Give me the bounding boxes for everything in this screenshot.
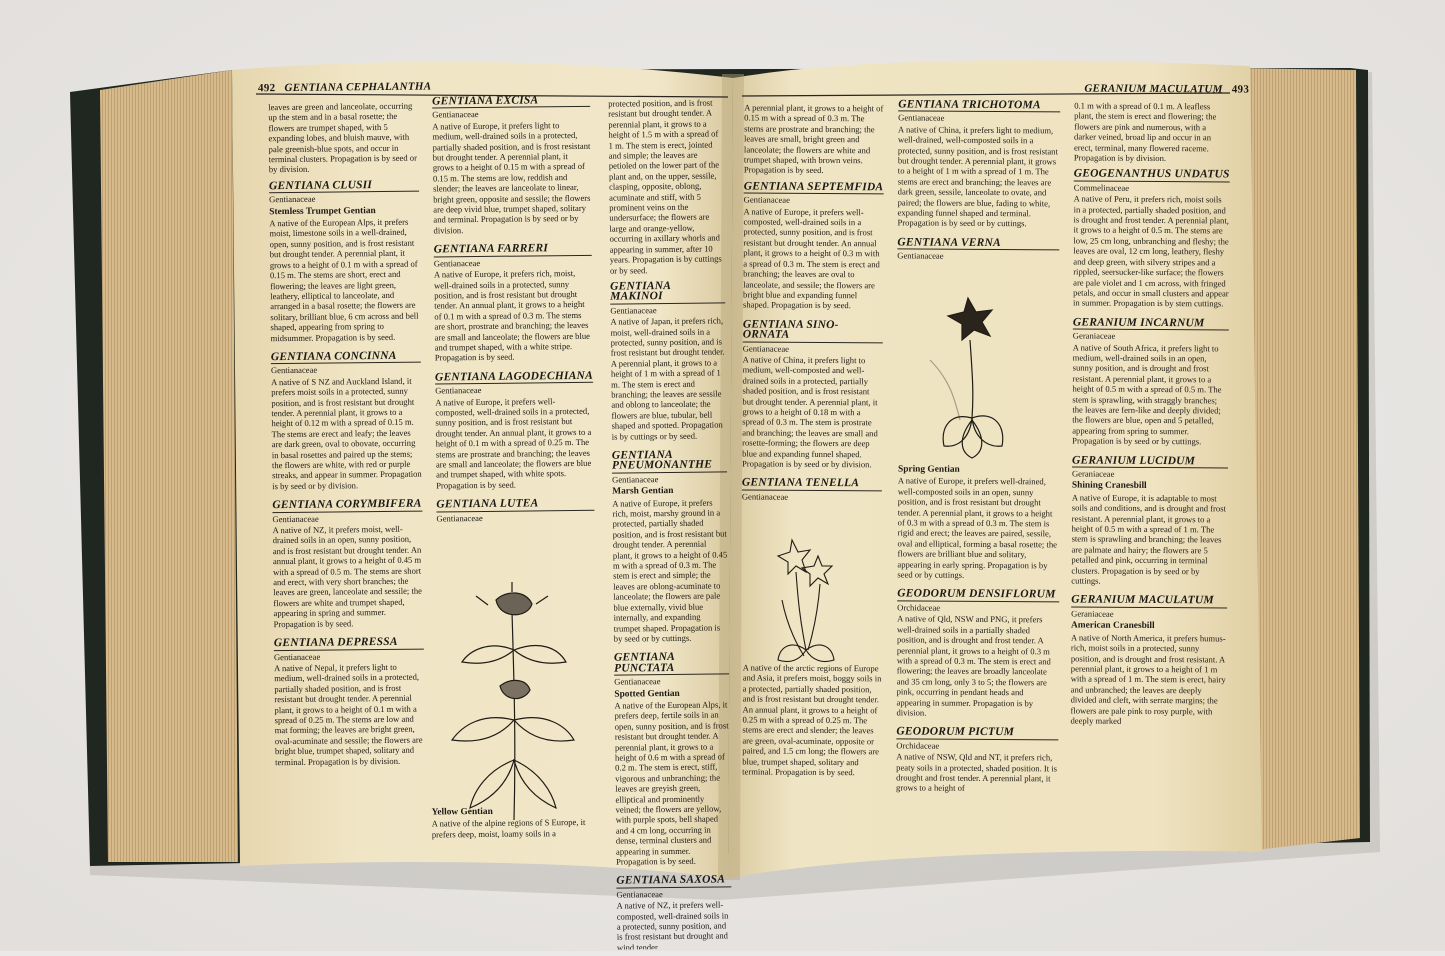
- entry-family: Gentianaceae: [432, 109, 479, 120]
- entry-title: GENTIANA CORYMBIFERA: [272, 497, 422, 512]
- entry-family: Gentianaceae: [616, 888, 663, 900]
- entry-geranium-lucidum: [1071, 455, 1228, 587]
- entry-family: Gentianaceae: [436, 512, 483, 524]
- entry-text: A native of South Africa, it prefers light to medium, well-drained soils in an open, sunny position, and is drought and frost resistant. A perennial plant, it grows to a height of 0.5 m with a spread of 0.5 m. The stem is sprawling, with straggly branches; the leaves are fern-like and deeply divided; the flowers are blue, open and 5 petalled, appearing from spring to summer. Propagation is by seed or by cuttings.: [1072, 342, 1222, 447]
- entry-text: A native of the alpine regions of S Europe, it prefers deep, moist, loamy soils in a: [431, 817, 586, 840]
- entry-title: GENTIANA MAKINOI: [610, 280, 725, 304]
- left-col3-lead: protected position, and is frost resistant but drought tender. A perennial plant, it grows to a height of 1.5 m with a spread of 1 m. The stem is erect, jointed and simple; the leaves are petioled on the lower part of the plant and, on the upper, sessile, clasping, opposite, oblong, acuminate and stiff, with 5 prominent veins on the undersurface; the flowers are large and orange-yellow, occurring in axillary whorls and appearing in summer, after 10 years. Propagation is by cuttings or by seed.: [608, 97, 722, 276]
- entry-family: Gentianaceae: [898, 112, 945, 124]
- entry-family: Gentianaceae: [743, 194, 790, 206]
- entry-text: A native of NZ, it prefers moist, well-drained soils in an open, sunny position, and is frost resistant but drought tender. An annual plant, it grows to a height of 0.45 m with a spread of 0.5 m. The stems are short and erect, with very short branches; the leaves are green, lanceolate and sessile; the flowers are white and trumpet shaped, appearing in spring and summer. Propagation is by seed.: [272, 523, 422, 629]
- entry-text: A native of Europe, it prefers well-composted, well-drained soils in a protected, sunny position, and is frost resistant but drought tender. An annual plant, it grows to a height of 0.3 m with a spread of 0.3 m. The stem is erect and branching; the leaves are oval to lanceolate, and sessile; the flowers are bright blue and expanding funnel shaped. Propagation is by seed.: [742, 206, 880, 311]
- entry-title: GENTIANA EXCISA: [432, 95, 590, 109]
- entry-text: A native of the arctic regions of Europe and Asia, it prefers moist, boggy soils in a protected, partially shaded position, and is frost resistant but drought tender. An annual plant, it grows to a height of 0.25 m with a spread of 0.25 m. The stems are erect and slender; the leaves are green, oval-acuminate, opposite or paired, and 1.5 cm long; the flowers are blue, trumpet shaped, solitary and terminal. Propagation is by seed.: [742, 662, 882, 778]
- entry-text: A native of Europe, it prefers rich, moist, marshy ground in a protected, partially shaded position, and is frost resistant but drought tender. A perennial plant, it grows to a height of 0.45 m with a spread of 0.3 m. The stem is erect and simple; the leaves are oblong-acuminate to lanceolate; the flowers are pale blue externally, vivid blue internally, and expanding trumpet shaped. Propagation is by seed or by cuttings.: [612, 497, 728, 644]
- entry-title: GENTIANA SEPTEMFIDA: [743, 180, 884, 194]
- entry-text: A native of China, it prefers light to medium, well-drained, well-composted soils in a protected, sunny position, and is frost resistant but drought tender. A perennial plant, it grows to a height of 1 m with a spread of 1 m. The stems are erect and branching; the leaves are dark green, sessile, lanceolate to ovate, and paired; the flowers are blue, fading to white, expanding funnel shaped and terminal. Propagation is by seed or by cuttings.: [897, 124, 1058, 229]
- right-column-3: [1070, 101, 1230, 736]
- entry-title: GENTIANA LAGODECHIANA: [434, 369, 593, 384]
- entry-geranium-maculatum: [1070, 595, 1227, 727]
- entry-title: GENTIANA LUTEA: [436, 498, 594, 512]
- entry-common-name: Shining Cranesbill: [1071, 480, 1147, 492]
- entry-text: A native of NSW, Qld and NT, it prefers rich, peaty soils in a protected, shaded position. It is drought and frost tender. A perennial plant, it grows to a height of: [896, 751, 1058, 794]
- entry-family: Orchidaceae: [896, 740, 940, 751]
- entry-text: A native of North America, it prefers humus-rich, moist soils in a protected, sunny position, and is drought and frost resistant. A perennial plant, it grows to a height of 1 m with a spread of 1 m. The stem is erect, hairy and unbranched; the leaves are deeply divided and cleft, with serrate margins; the flowers are pale pink to rosy purple, with deeply marked: [1070, 632, 1226, 726]
- entry-family: Gentianaceae: [270, 365, 318, 376]
- entry-title: GERANIUM LUCIDUM: [1072, 455, 1228, 468]
- right-folio: 493: [1231, 83, 1250, 96]
- entry-title: GEODORUM DENSIFLORUM: [897, 589, 1059, 602]
- entry-family: Gentianaceae: [610, 304, 657, 316]
- entry-text: A native of Qld, NSW and PNG, it prefers well-drained soils in a partially shaded position, and is drought and frost tender. A perennial plant, it grows to a height of 0.3 m with a spread of 0.3 m. The stem is erect and flowering; the leaves are broadly lanceolate and 35 cm long, only 3 to 5; the flowers are pink, occurring in pendant heads and appearing in summer. Propagation is by division.: [896, 613, 1051, 718]
- right-column-2: [897, 99, 1060, 271]
- entry-family: Gentianaceae: [897, 250, 944, 261]
- entry-common-name: Spotted Gentian: [614, 688, 680, 700]
- entry-text: A native of Europe, it prefers well-drained, well-composted soils in an open, sunny position, and is frost resistant but drought tender. A perennial plant, it grows to a height of 0.3 m with a spread of 0.3 m. The stem is rigid and erect; the leaves are paired, sessile, oval and elliptical, forming a basal rosette; the flowers are brilliant blue and solitary, appearing in early spring. Propagation is by seed or by cuttings.: [897, 475, 1058, 580]
- entry-family: Gentianaceae: [612, 473, 659, 485]
- entry-family: Gentianaceae: [435, 385, 482, 396]
- entry-text: A native of Nepal, it prefers light to medium, well-drained soils in a protected, partially shaded position, and is frost resistant but drought tender. A perennial plant, it grows to a height of 0.1 m with a spread of 0.25 m. The stems are low and mat forming; the leaves are bright green, oval-acuminate and sessile; the flowers are bright blue, trumpet shaped, solitary and terminal. Propagation is by division.: [274, 661, 423, 767]
- entry-title: GERANIUM INCARNUM: [1073, 317, 1229, 330]
- entry-geogenanthus-undatus: [1073, 169, 1230, 309]
- entry-family: Orchidaceae: [897, 602, 941, 613]
- entry-title: GENTIANA PNEUMONANTHE: [612, 449, 727, 473]
- entry-family: Commelinaceae: [1073, 182, 1130, 193]
- entry-family: Gentianaceae: [614, 676, 661, 687]
- right-head-title: GERANIUM MACULATUM: [1084, 82, 1223, 96]
- entry-gentiana-tenella: [742, 478, 882, 503]
- entry-text: A native of Japan, it prefers rich, moist, well-drained soils in a protected, sunny position, and is frost resistant but drought tender. A perennial plant, it grows to a height of 1 m with a spread of 1 m. The stem is erect and branching; the leaves are sessile and oblong to lanceolate; the flowers are blue, tubular, bell shaped and spotted. Propagation is by cuttings or by seed.: [610, 315, 725, 442]
- entry-title: GENTIANA TRICHOTOMA: [898, 99, 1060, 112]
- entry-family: Gentianaceae: [742, 343, 790, 354]
- left-head-title: GENTIANA CEPHALANTHA: [284, 80, 432, 95]
- entry-gentiana-sino-ornata: [742, 319, 883, 470]
- right-column-2-lower: [896, 463, 1060, 803]
- entry-gentiana-trichotoma: [897, 99, 1060, 229]
- entry-common-name: Stemless Trumpet Gentian: [269, 205, 376, 217]
- entry-text: A native of Europe, it prefers rich, moist, well-drained soils in a protected, sunny position, and is frost resistant but drought tender. An annual plant, it grows to a height of 0.1 m with a spread of 0.3 m. The stems are short, prostrate and branching; the leaves are small and lanceolate; the flowers are blue and trumpet shaped, with a white stripe. Propagation is by seed.: [433, 268, 590, 363]
- entry-gentiana-septemfida: [743, 181, 884, 311]
- entry-family: Geraniaceae: [1071, 468, 1115, 479]
- entry-family: Geraniaceae: [1072, 330, 1116, 341]
- entry-title: GENTIANA VERNA: [897, 237, 1059, 250]
- right-running-head: [1084, 83, 1255, 96]
- entry-text: A native of Europe, it prefers well-composted, well-drained soils in a protected, sunny position, and is frost resistant but drought tender. An annual plant, it grows to a height of 0.1 m with a spread of 0.25 m. The stems are prostrate and branching; the leaves are small and lanceolate; the flowers are blue and trumpet shaped, with white spots. Propagation is by seed.: [435, 395, 592, 491]
- entry-family: Gentianaceae: [741, 491, 789, 502]
- entry-geodorum-pictum: [896, 727, 1058, 794]
- entry-family: Gentianaceae: [273, 651, 321, 662]
- entry-common-name: Marsh Gentian: [612, 486, 674, 497]
- entry-family: Gentianaceae: [272, 513, 319, 524]
- entry-title: GENTIANA PUNCTATA: [614, 652, 729, 676]
- entry-text: A native of Europe, it is adaptable to most soils and conditions, and is drought and frost resistant. A perennial plant, it grows to a height of 0.5 m with a spread of 1 m. The stem is sprawling and branching; the leaves are palmate and hairy; the flowers are 5 petalled and pink, occurring in terminal clusters. Propagation is by seed or by cuttings.: [1071, 492, 1227, 586]
- entry-title: GENTIANA DEPRESSA: [274, 637, 424, 651]
- left-folio: 492: [257, 82, 276, 95]
- entry-family: Gentianaceae: [269, 193, 316, 205]
- entry-title: GENTIANA TENELLA: [742, 478, 882, 491]
- entry-text: A native of Peru, it prefers rich, moist soils in a protected, partially shaded position, and is drought and frost tender. A perennial plant, it grows to a height of 0.5 m. The stems are low, 25 cm long, unbranching and fleshy; the leaves are oval, 12 cm long, leathery, fleshy and deep green, with silvery stripes and a rippled, seersucker-like surface; the flowers are pale violet and 1 cm across, with fringed petals, and occur in small clusters and appear in summer. Propagation is by stem cuttings.: [1072, 193, 1229, 309]
- gentiana-tenella-text-block: [742, 662, 883, 777]
- entry-title: GENTIANA SINO-ORNATA: [743, 319, 883, 343]
- entry-title: GEOGENANTHUS UNDATUS: [1073, 167, 1230, 181]
- entry-text: A native of S NZ and Auckland Island, it prefers moist soils in a protected, sunny position, and is frost resistant but drought tender. A perennial plant, it grows to a height of 0.12 m with a spread of 0.15 m. The stems are erect and leafy; the leaves are dark green, oval to obovate, occurring in basal rosettes and paired up the stems; the flowers are white, with red or purple streaks, and appear in summer. Propagation is by seed or by division.: [271, 375, 422, 491]
- entry-family: Gentianaceae: [433, 257, 481, 269]
- figure-caption: Spring Gentian: [897, 464, 960, 475]
- entry-text: A native of the European Alps, it prefers deep, fertile soils in an open, sunny position, and is frost resistant but drought tender. A perennial plant, it grows to a height of 0.6 m with a spread of 0.2 m. The stem is erect, stiff, vigorous and unbranching; the leaves are greyish green, elliptical and prominently veined; the flowers are yellow, with purple spots, bell shaped and 4 cm long, occurring in dense, terminal clusters and appearing in summer. Propagation is by seed.: [614, 699, 729, 867]
- entry-title: GERANIUM MACULATUM: [1071, 595, 1227, 608]
- entry-title: GENTIANA SAXOSA: [616, 875, 731, 889]
- entry-title: GEODORUM PICTUM: [896, 727, 1058, 740]
- right-column-1: [742, 102, 884, 511]
- entry-title: GENTIANA FARRERI: [434, 243, 592, 257]
- left-col1-lead: leaves are green and lanceolate, occurring up the stem and in a basal rosette; the flowers are trumpet shaped, with 5 expanding lobes, and bluish mauve, with pale greenish-blue spots, and occur in terminal clusters. Propagation is by seed or by division.: [268, 100, 417, 175]
- entry-text: A native of NZ, it prefers well-composted, well-drained soils in a protected, sunny position, and is frost resistant but drought and wind tender.: [616, 899, 729, 953]
- entry-text: A native of the European Alps, it prefers moist, limestone soils in a well-drained, open, sunny position, and is frost resistant but drought tender. A perennial plant, it grows to a height of 0.1 m with a spread of 0.15 m. The stems are short, erect and flowering; the leaves are light green, leathery, elliptical to lanceolate, and arranged in a basal rosette; the flowers are solitary, brilliant blue, 6 cm across and bell shaped, appearing from spring to midsummer. Propagation is by seed.: [269, 216, 419, 343]
- right-col3-lead: 0.1 m with a spread of 0.1 m. A leafless plant, the stem is erect and flowering; the flowers are pink and numerous, with a darker veined, broad lip and occur in an erect, terminal, many flowered raceme. Propagation is by division.: [1073, 100, 1217, 164]
- entry-text: A native of China, it prefers light to medium, well-composted and well-drained soils in a protected, partially shaded position, and is frost resistant but drought tender. A perennial plant, it grows to a height of 0.18 m with a spread of 0.3 m. The stem is prostrate and branching; the leaves are small and rosette-forming; the flowers are deep blue and expanding funnel shaped. Propagation is by seed or by division.: [742, 354, 878, 470]
- figure-caption: Yellow Gentian: [431, 806, 493, 818]
- entry-geodorum-densiflorum: [896, 589, 1059, 719]
- entry-title: GENTIANA CONCINNA: [271, 351, 421, 365]
- entry-common-name: American Cranesbill: [1071, 620, 1155, 632]
- right-col1-lead: A perennial plant, it grows to a height of 0.15 m with a spread of 0.3 m. The stems are prostrate and branching; the leaves are small, bright green and lanceolate; the flowers are white and trumpet shaped, with brown veins. Propagation is by seed.: [743, 102, 884, 176]
- entry-family: Geraniaceae: [1071, 608, 1114, 619]
- entry-geranium-incarnum: [1072, 317, 1229, 447]
- entry-gentiana-verna: [897, 237, 1059, 262]
- entry-title: GENTIANA CLUSII: [269, 179, 419, 193]
- entry-text: A native of Europe, it prefers light to medium, well-drained soils in a protected, partially shaded position, and is frost resistant but drought tender. A perennial plant, it grows to a height of 0.15 m with a spread of 0.15 m. The stems are low, reddish and slender; the leaves are lanceolate to linear, bright green, opposite and sessile; the flowers are deep vivid blue, trumpet shaped, solitary and terminal. Propagation is by seed or by division.: [432, 119, 591, 236]
